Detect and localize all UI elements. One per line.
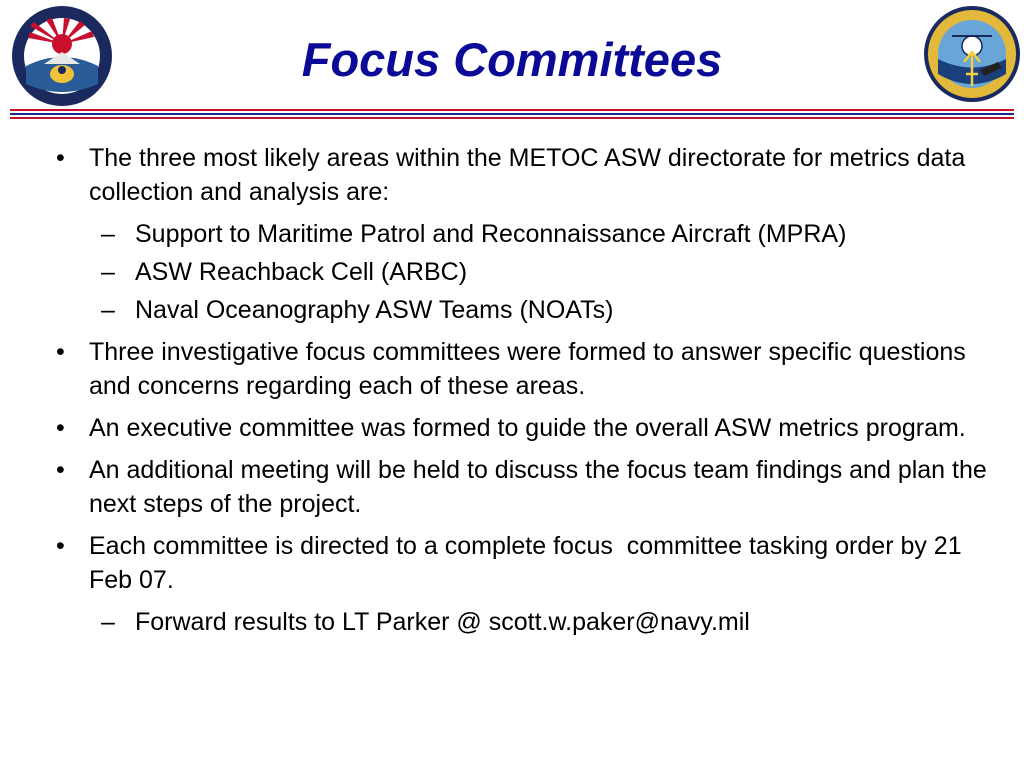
- bullet-list: [48, 141, 1008, 643]
- bullet-item: [48, 141, 1008, 209]
- bullet-item: [48, 411, 1008, 445]
- email-link-text[interactable]: Forward results to LT Parker @ scott.w.paker@navy.mil: [135, 608, 750, 636]
- sub-bullet-marker: –: [101, 220, 115, 248]
- sub-bullet-item: [48, 605, 1008, 639]
- header-rule-red-bottom: [10, 117, 1014, 119]
- bullet-marker: •: [56, 414, 65, 442]
- slide-title: Focus Committees: [301, 33, 723, 86]
- sub-bullet-item: [48, 293, 1008, 327]
- header-rule-blue: [10, 113, 1014, 115]
- sub-bullet-text: Support to Maritime Patrol and Reconnaissance Aircraft (MPRA): [135, 220, 847, 248]
- sub-bullet-text: Naval Oceanography ASW Teams (NOATs): [135, 296, 614, 324]
- sub-bullet-item: [48, 217, 1008, 251]
- bullet-item: [48, 529, 1008, 597]
- bullet-marker: •: [56, 144, 65, 172]
- sub-bullet-marker: –: [101, 608, 115, 636]
- bullet-text: Each committee is directed to a complete focus committee tasking order by 21 Feb 07.: [89, 532, 969, 594]
- bullet-item: [48, 335, 1008, 403]
- bullet-text: The three most likely areas within the METOC ASW directorate for metrics data collection and analysis are:: [89, 144, 966, 206]
- sub-bullet-item: [48, 255, 1008, 289]
- bullet-marker: •: [56, 456, 65, 484]
- sub-bullet-marker: –: [101, 258, 115, 286]
- bullet-text: An additional meeting will be held to discuss the focus team findings and plan the next steps of the project.: [89, 456, 987, 518]
- bullet-marker: •: [56, 338, 65, 366]
- sub-bullet-marker: –: [101, 296, 115, 324]
- header-rule-red-top: [10, 109, 1014, 111]
- bullet-marker: •: [56, 532, 65, 560]
- bullet-item: [48, 453, 1008, 521]
- bullet-text: Three investigative focus committees were formed to answer specific questions and concerns regarding each of these areas.: [89, 338, 966, 400]
- bullet-text: An executive committee was formed to guide the overall ASW metrics program.: [89, 414, 966, 442]
- sub-bullet-text: ASW Reachback Cell (ARBC): [135, 258, 468, 286]
